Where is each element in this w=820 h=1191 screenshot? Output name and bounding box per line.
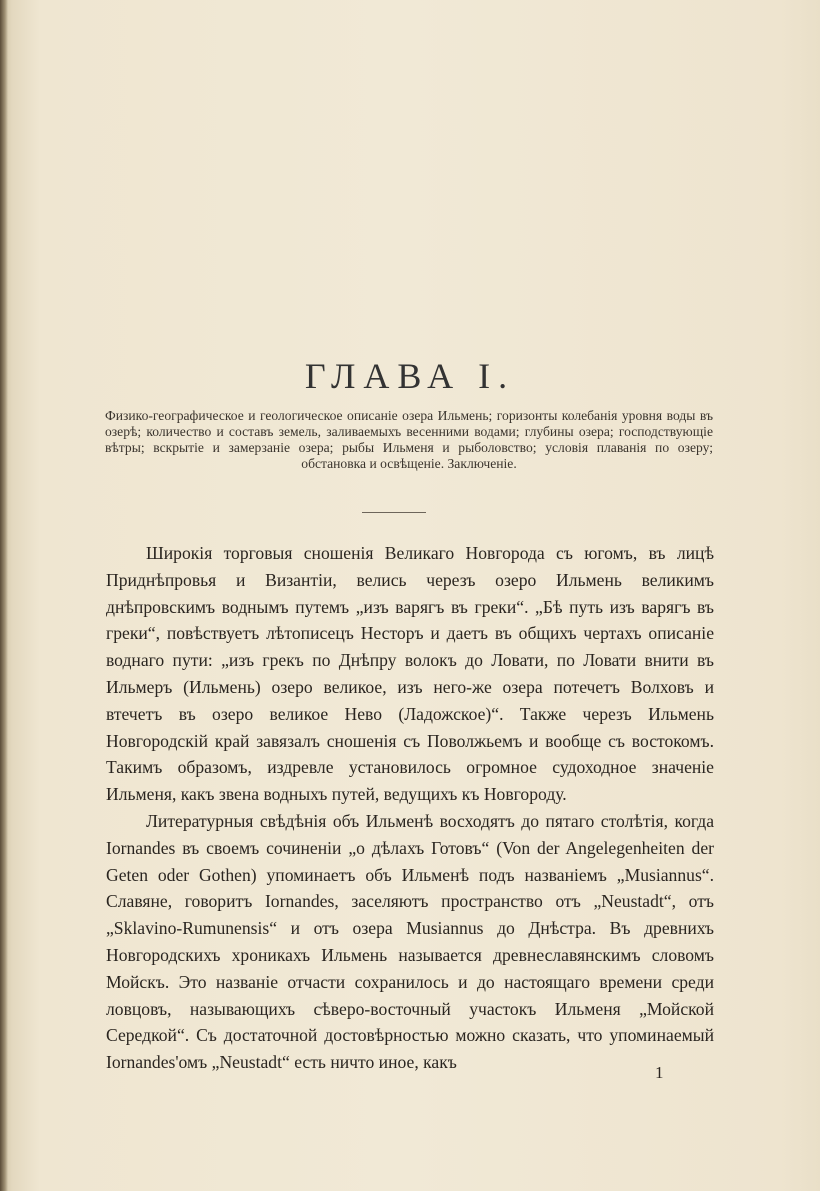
- chapter-summary: Физико-географическое и геологическое описаніе озера Ильмень; горизонты колебанія уровня воды въ озерѣ; количество и составъ земель, заливаемыхъ весенними водами; глубины озера; господствующіе вѣтры; вскрытіе и замерзаніе озера; рыбы Ильменя и рыболовство; условія плаванія по озеру; обстановка и освѣщеніе. Заключеніе.: [105, 408, 713, 471]
- page-binding-edge: [0, 0, 8, 1191]
- page-number: 1: [655, 1063, 664, 1082]
- paragraph: Широкія торговыя сношенія Великаго Новгорода съ югомъ, въ лицѣ Приднѣпровья и Византіи, велись черезъ озеро Ильмень великимъ днѣпровскимъ воднымъ путемъ „изъ варягъ въ греки“. „Бѣ путь изъ варягъ въ греки“, повѣствуетъ лѣтописецъ Несторъ и даетъ въ общихъ чертахъ описаніе воднаго пути: „изъ грекъ по Днѣпру волокъ до Ловати, по Ловати внити въ Ильмеръ (Ильмень) озеро великое, изъ него-же озера потечетъ Волховъ и втечетъ въ озеро великое Нево (Ладожское)“. Также черезъ Ильмень Новгородскій край завязалъ сношенія съ Поволжьемъ и вообще съ востокомъ. Такимъ образомъ, издревле установилось огромное судоходное значеніе Ильменя, какъ звена водныхъ путей, ведущихъ къ Новгороду.: [106, 543, 714, 805]
- chapter-body: [106, 540, 714, 1076]
- section-separator: [362, 512, 426, 513]
- chapter-title: ГЛАВА I.: [304, 356, 516, 396]
- paragraph: Литературныя свѣдѣнія объ Ильменѣ восходятъ до пятаго столѣтія, когда Iornandes въ своемъ сочиненіи „о дѣлахъ Готовъ“ (Von der Angelegenheiten der Geten oder Gothen) упоминаетъ объ Ильменѣ подъ названіемъ „Musiannus“. Славяне, говоритъ Iornandes, заселяютъ пространство отъ „Neustadt“, отъ „Sklavino-Rumunensis“ и отъ озера Musiannus до Днѣстра. Въ древнихъ Новгородскихъ хроникахъ Ильмень называется древнеславянскимъ словомъ Мойскъ. Это названіе отчасти сохранилось и до настоящаго времени среди ловцовъ, называющихъ сѣверо-восточный участокъ Ильменя „Мойской Середкой“. Съ достаточной достовѣрностью можно сказать, что упоминаемый Iornandes'омъ „Neustadt“ есть ничто иное, какъ: [106, 810, 714, 1073]
